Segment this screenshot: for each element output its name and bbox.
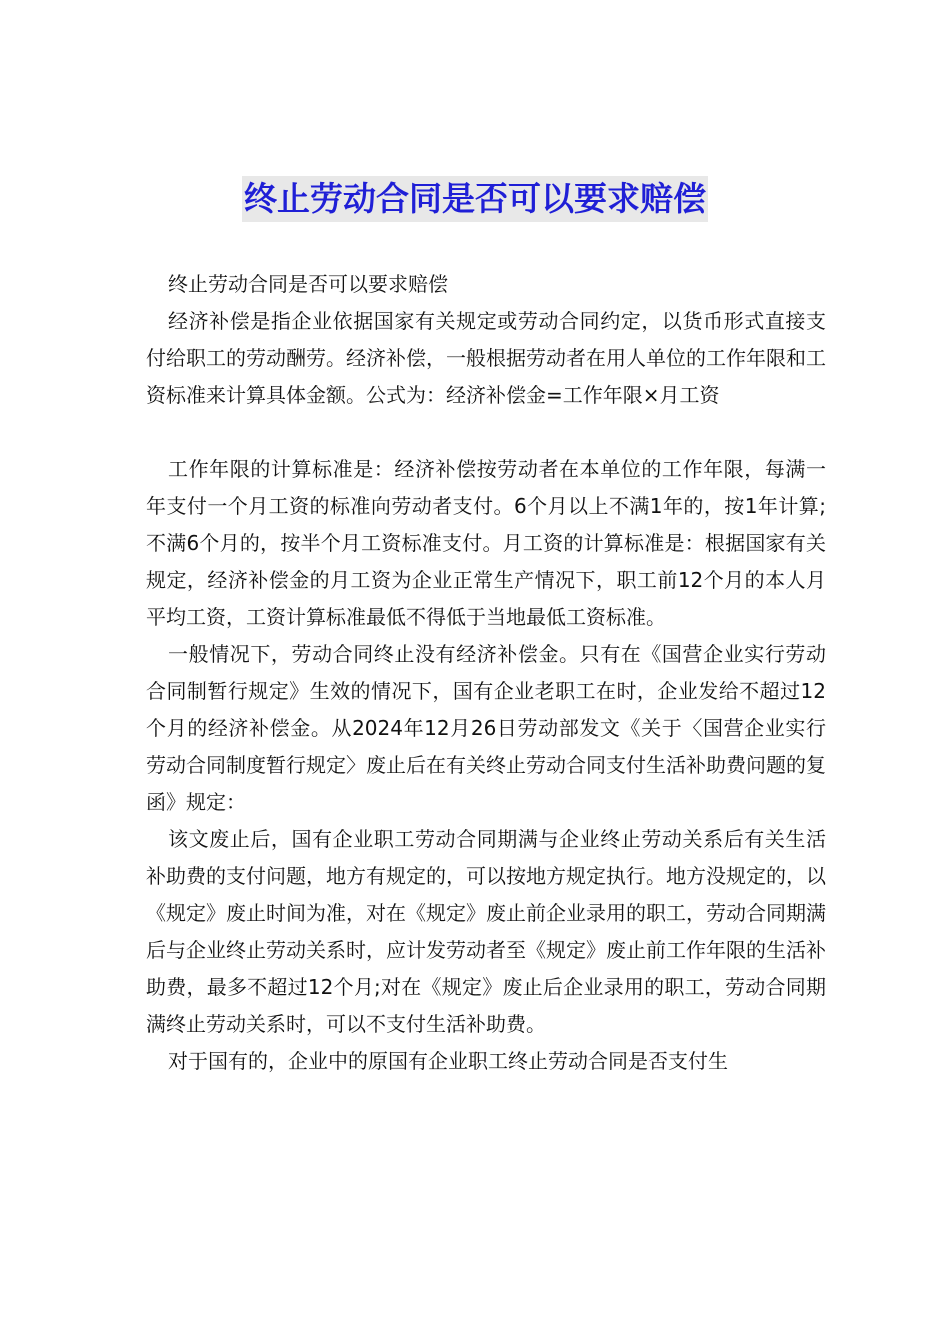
document-title: 终止劳动合同是否可以要求赔偿: [242, 176, 708, 222]
paragraph-definition: 经济补偿是指企业依据国家有关规定或劳动合同约定，以货币形式直接支付给职工的劳动酬劳。经济补偿，一般根据劳动者在用人单位的工作年限和工资标准来计算具体金额。公式为：经济补偿金=工作年限×月工资: [146, 309, 826, 407]
document-body: [146, 266, 826, 1080]
paragraph-general-case: 一般情况下，劳动合同终止没有经济补偿金。只有在《国营企业实行劳动合同制暂行规定》生效的情况下，国有企业老职工在时，企业发给不超过12个月的经济补偿金。从2024年12月26日劳动部发文《关于〈国营企业实行劳动合同制度暂行规定〉废止后在有关终止劳动合同支付生活补助费问题的复函》规定：: [146, 642, 826, 814]
paragraph-subtitle: 终止劳动合同是否可以要求赔偿: [168, 272, 448, 296]
document-title-wrap: [0, 176, 950, 226]
paragraph-work-years: 工作年限的计算标准是：经济补偿按劳动者在本单位的工作年限，每满一年支付一个月工资的标准向劳动者支付。6个月以上不满1年的，按1年计算;不满6个月的，按半个月工资标准支付。月工资的计算标准是：根据国家有关规定，经济补偿金的月工资为企业正常生产情况下，职工前12个月的本人月平均工资，工资计算标准最低不得低于当地最低工资标准。: [146, 457, 826, 629]
paragraph-after-repeal: 该文废止后，国有企业职工劳动合同期满与企业终止劳动关系后有关生活补助费的支付问题，地方有规定的，可以按地方规定执行。地方没规定的，以《规定》废止时间为准，对在《规定》废止前企业录用的职工，劳动合同期满后与企业终止劳动关系时，应计发劳动者至《规定》废止前工作年限的生活补助费，最多不超过12个月;对在《规定》废止后企业录用的职工，劳动合同期满终止劳动关系时，可以不支付生活补助费。: [146, 827, 826, 1036]
paragraph-state-owned: 对于国有的，企业中的原国有企业职工终止劳动合同是否支付生: [168, 1049, 728, 1073]
paragraph-blank: [146, 414, 826, 451]
